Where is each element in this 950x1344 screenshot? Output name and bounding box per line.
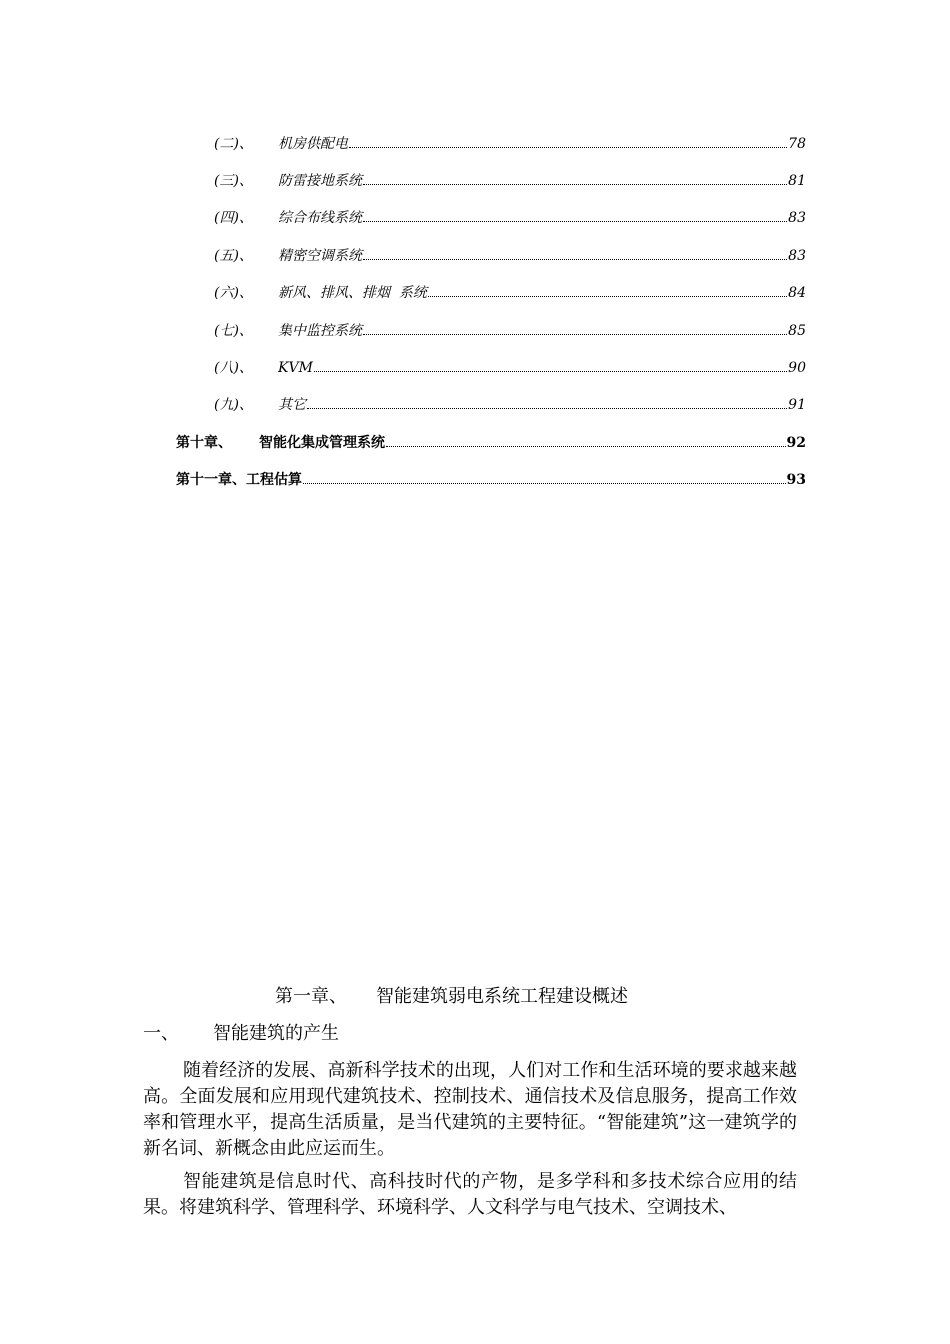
toc-entry-page: 81 — [788, 173, 806, 189]
toc-entry-title: 精密空调系统 — [278, 248, 362, 264]
section-heading — [143, 1022, 339, 1046]
toc-entry-title: 智能化集成管理系统 — [259, 435, 385, 451]
toc-entry-number: (八)、 — [214, 360, 253, 376]
toc-entry-page: 78 — [788, 136, 806, 152]
toc-leader-dots — [349, 127, 787, 148]
toc-entry-number: (五)、 — [214, 248, 253, 264]
toc-entry[interactable] — [214, 201, 806, 226]
toc-entry[interactable] — [214, 164, 806, 189]
toc-entry-title: 防雷接地系统 — [278, 173, 362, 189]
toc-entry-number: (七)、 — [214, 323, 253, 339]
toc-entry-page: 83 — [788, 248, 806, 264]
body-paragraph: 智能建筑是信息时代、高科技时代的产物，是多学科和多技术综合应用的结果。将建筑科学、管理科学、环境科学、人文科学与电气技术、空调技术、 — [143, 1171, 797, 1218]
toc-entry-page: 90 — [788, 360, 806, 376]
toc-entry-number: (二)、 — [214, 136, 253, 152]
toc-entry-page: 83 — [788, 210, 806, 226]
toc-entry[interactable] — [214, 314, 806, 339]
toc-entry[interactable] — [214, 239, 806, 264]
toc-entry[interactable] — [214, 351, 806, 376]
toc-leader-dots — [314, 351, 787, 372]
toc-entry-number: (三)、 — [214, 173, 253, 189]
toc-entry-number: (六)、 — [214, 285, 253, 301]
toc-leader-dots — [386, 426, 786, 447]
toc-entry[interactable] — [214, 276, 806, 301]
toc-leader-dots — [303, 463, 786, 484]
body-paragraph: 随着经济的发展、高新科学技术的出现，人们对工作和生活环境的要求越来越高。全面发展和应用现代建筑技术、控制技术、通信技术及信息服务，提高工作效率和管理水平，提高生活质量，是当代建筑的主要特征。“智能建筑”这一建筑学的新名词、新概念由此应运而生。 — [143, 1060, 797, 1159]
toc-entry-number: (四)、 — [214, 210, 253, 226]
toc-entry-number: (九)、 — [214, 397, 253, 413]
toc-entry-title: 综合布线系统 — [278, 210, 362, 226]
toc-chapter-entry[interactable] — [176, 463, 806, 488]
toc-leader-dots — [307, 388, 787, 409]
toc-entry-title: 新风、排风、排烟 系统 — [278, 285, 427, 301]
toc-entry-page: 92 — [786, 435, 806, 451]
toc-entry-title: 其它 — [278, 397, 306, 413]
toc-chapter-entry[interactable] — [176, 426, 806, 451]
toc-entry-title: KVM — [278, 360, 313, 376]
toc-leader-dots — [428, 276, 787, 297]
toc-entry[interactable] — [214, 127, 806, 152]
toc-leader-dots — [363, 164, 787, 185]
toc-entry[interactable] — [214, 388, 806, 413]
toc-entry-page: 84 — [788, 285, 806, 301]
chapter-number: 第一章、 — [275, 986, 347, 1007]
toc-leader-dots — [363, 201, 787, 222]
toc-entry-title: 工程估算 — [246, 472, 302, 488]
toc-leader-dots — [363, 239, 787, 260]
toc-leader-dots — [363, 314, 787, 335]
toc-entry-page: 91 — [788, 397, 806, 413]
toc-entry-page: 93 — [786, 472, 806, 488]
toc-entry-title: 集中监控系统 — [278, 323, 362, 339]
section-number: 一、 — [143, 1023, 179, 1044]
section-title: 智能建筑的产生 — [213, 1023, 339, 1044]
toc-entry-page: 85 — [788, 323, 806, 339]
toc-entry-number: 第十章、 — [176, 435, 232, 451]
chapter-title: 智能建筑弱电系统工程建设概述 — [376, 986, 628, 1007]
toc-entry-number: 第十一章、 — [176, 472, 246, 488]
toc-entry-title: 机房供配电 — [278, 136, 348, 152]
